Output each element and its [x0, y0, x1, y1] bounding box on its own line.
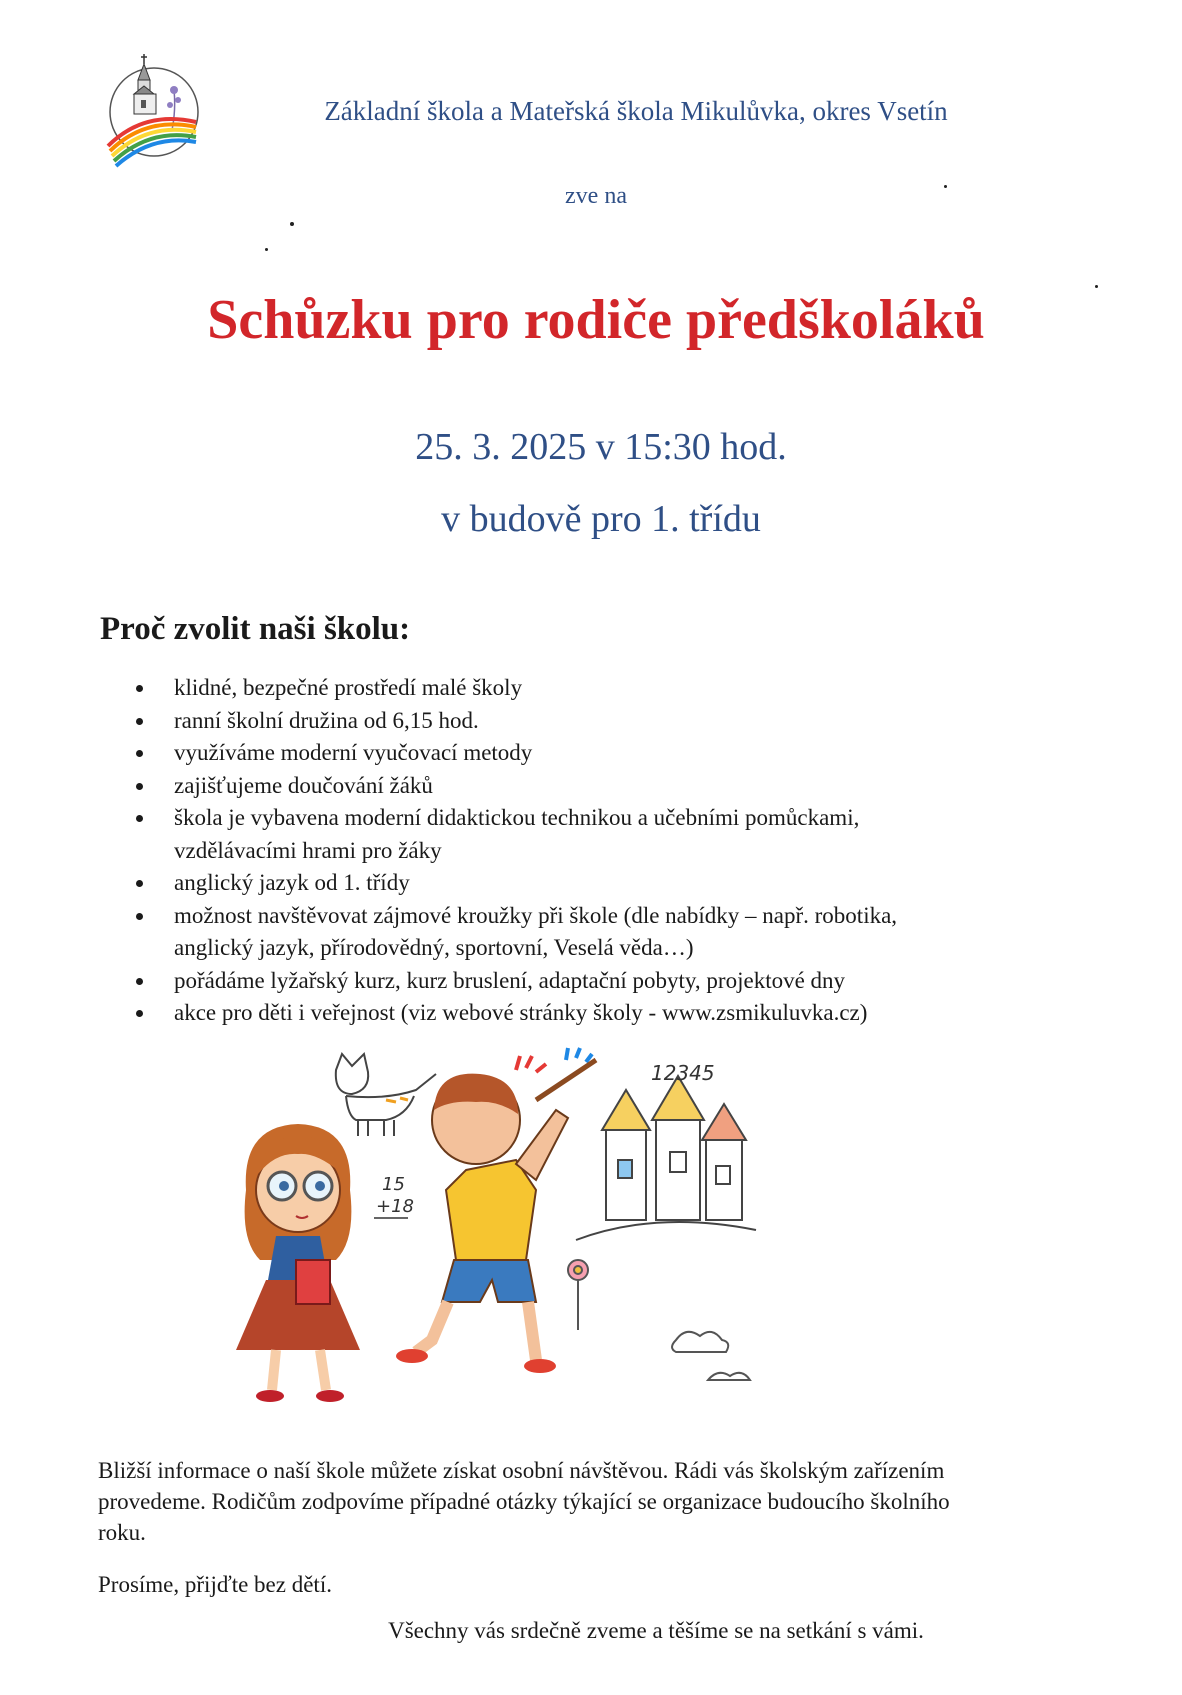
sum-top: 15 [382, 1174, 405, 1195]
reasons-list [130, 672, 1010, 1030]
girl-figure [236, 1124, 360, 1402]
blue-handprint [566, 1048, 592, 1062]
sum-bottom: +18 [376, 1196, 414, 1217]
reasons-heading: Proč zvolit naši školu: [100, 611, 411, 647]
cat-doodle [336, 1054, 436, 1136]
scan-speck [290, 222, 294, 226]
please-note: Prosíme, přijďte bez dětí. [98, 1572, 332, 1597]
reason-item: klidné, bezpečné prostředí malé školy [130, 672, 1010, 705]
castle-doodle [576, 1076, 756, 1240]
children-illustration [236, 1040, 816, 1440]
reason-item: využíváme moderní vyučovací metody [130, 737, 1010, 770]
invite-text: zve na [565, 183, 627, 209]
closing-line: Všechny vás srdečně zveme a těšíme se na setkání s vámi. [388, 1618, 924, 1643]
reason-item: akce pro děti i veřejnost (viz webové stránky školy - www.zsmikuluvka.cz) [130, 997, 1010, 1030]
info-paragraph: Bližší informace o naší škole můžete získat osobní návštěvou. Rádi vás školským zařízením provedeme. Rodičům zodpovíme případné otázky týkající se organizace budoucího školního roku. [98, 1458, 950, 1545]
reason-item: zajišťujeme doučování žáků [130, 770, 1010, 803]
red-handprint [516, 1056, 546, 1072]
reason-item: možnost navštěvovat zájmové kroužky při škole (dle nabídky – např. robotika, anglický jazyk, přírodovědný, sportovní, Veselá věda…) [130, 900, 1010, 965]
reason-item: ranní školní družina od 6,15 hod. [130, 705, 1010, 738]
reason-item: škola je vybavena moderní didaktickou technikou a učebními pomůckami, vzdělávacími hrami pro žáky [130, 802, 1010, 867]
numbers-doodle: 12345 [651, 1061, 715, 1085]
event-title: Schůzku pro rodiče předškoláků [207, 289, 985, 351]
flower-doodle [568, 1260, 750, 1380]
boy-figure [396, 1060, 596, 1373]
reason-item: pořádáme lyžařský kurz, kurz bruslení, adaptační pobyty, projektové dny [130, 965, 1010, 998]
school-name: Základní škola a Mateřská škola Mikulůvka, okres Vsetín [324, 96, 948, 126]
reason-item: anglický jazyk od 1. třídy [130, 867, 1010, 900]
event-place: v budově pro 1. třídu [441, 498, 761, 540]
scan-speck [265, 248, 268, 251]
event-date: 25. 3. 2025 v 15:30 hod. [415, 426, 787, 468]
